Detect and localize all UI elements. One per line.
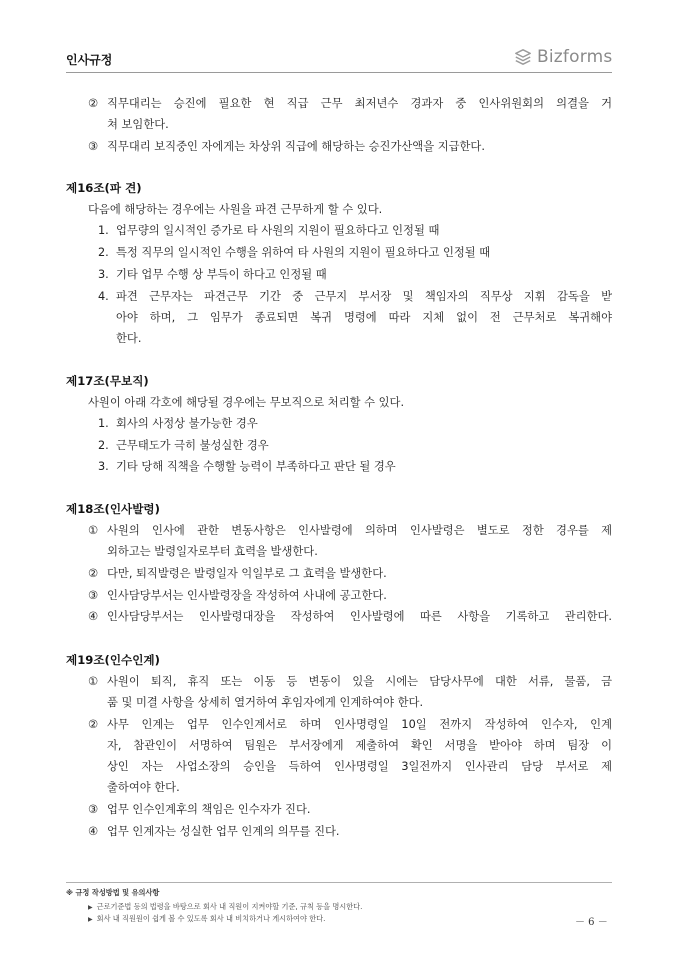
item-text: 품 및 미결 사항을 상세히 열거하여 후임자에게 인계하여야 한다. bbox=[107, 696, 424, 709]
item-marker: ③ bbox=[88, 803, 99, 816]
item-text: 아야 하며, 그 임무가 종료되면 복귀 명령에 따라 지체 없이 전 근무처로 복귀해야 bbox=[116, 311, 612, 324]
item-text: 기타 당해 직책을 수행할 능력이 부족하다고 판단 될 경우 bbox=[116, 460, 396, 473]
item-text: 사무 인계는 업무 인수인계서로 하며 인사명령일 10일 전까지 작성하여 인수자, 인계 bbox=[107, 718, 612, 731]
item-text: 직무대리는 승진에 필요한 현 직급 근무 최저년수 경과자 중 인사위원회의 의결을 거 bbox=[107, 97, 612, 110]
bizforms-logo bbox=[514, 46, 612, 68]
item-text: 쳐 보임한다. bbox=[107, 118, 169, 131]
item-text: 파견 근무자는 파견근무 기간 중 근무지 부서장 및 책임자의 직무상 지휘 감독을 받 bbox=[116, 290, 612, 303]
item-text: 다만, 퇴직발령은 발령일자 익일부로 그 효력을 발생한다. bbox=[107, 567, 387, 580]
item-marker: 4. bbox=[98, 290, 109, 303]
item-text: 업무량의 일시적인 증가로 타 사원의 지원이 필요하다고 인정될 때 bbox=[116, 224, 440, 237]
item-marker: ② bbox=[88, 567, 99, 580]
item-text: 인사담당부서는 인사발령대장을 작성하여 인사발령에 따른 사항을 기록하고 관리한다. bbox=[107, 610, 612, 623]
item-marker: 1. bbox=[98, 224, 109, 237]
item-marker: ④ bbox=[88, 825, 99, 838]
note-item bbox=[88, 914, 325, 924]
article-intro: 다음에 해당하는 경우에는 사원을 파견 근무하게 할 수 있다. bbox=[88, 203, 383, 216]
item-text: 출하여야 한다. bbox=[107, 781, 180, 794]
triangle-bullet-icon: ▶ bbox=[88, 904, 93, 911]
item-marker: ③ bbox=[88, 140, 99, 153]
item-marker: ① bbox=[88, 675, 99, 688]
note-text: 근로기준법 등의 법령을 바탕으로 회사 내 직원이 지켜야할 기준, 규칙 등을 명시한다. bbox=[96, 902, 363, 911]
item-marker: ② bbox=[88, 718, 99, 731]
document-title: 인사규정 bbox=[66, 53, 113, 67]
item-marker: 3. bbox=[98, 268, 109, 281]
item-marker: 1. bbox=[98, 417, 109, 430]
item-marker: ④ bbox=[88, 610, 99, 623]
article-intro: 사원이 아래 각호에 해당될 경우에는 무보직으로 처리할 수 있다. bbox=[88, 396, 405, 409]
article-heading: 제17조(무보직) bbox=[66, 374, 149, 388]
item-text: 직무대리 보직중인 자에게는 차상위 직급에 해당하는 승진가산액을 지급한다. bbox=[107, 140, 485, 153]
item-text: 사원의 인사에 관한 변동사항은 인사발령에 의하며 인사발령은 별도로 정한 경우를 제 bbox=[107, 524, 612, 537]
item-marker: 3. bbox=[98, 460, 109, 473]
item-marker: 2. bbox=[98, 246, 109, 259]
item-marker: ① bbox=[88, 524, 99, 537]
header-divider bbox=[66, 72, 612, 73]
item-text: 특정 직무의 일시적인 수행을 위하여 타 사원의 지원이 필요하다고 인정될 때 bbox=[116, 246, 491, 259]
item-marker: ③ bbox=[88, 589, 99, 602]
item-text: 근무태도가 극히 불성실한 경우 bbox=[116, 439, 269, 452]
note-title: ※ 규정 작성방법 및 유의사항 bbox=[66, 888, 160, 897]
note-item bbox=[88, 902, 362, 912]
article-heading: 제19조(인수인계) bbox=[66, 653, 160, 667]
item-text: 상인 자는 사업소장의 승인을 득하여 인사명령일 3일전까지 인사관리 담당 부서로 제 bbox=[107, 760, 612, 773]
note-text: 회사 내 직원원이 쉽게 볼 수 있도록 회사 내 비치하거나 게시하여야 한다. bbox=[96, 914, 326, 923]
item-text: 사원이 퇴직, 휴직 또는 이동 등 변동이 있을 시에는 담당사무에 대한 서류, 물품, 금 bbox=[107, 675, 612, 688]
item-text: 외하고는 발령일자로부터 효력을 발생한다. bbox=[107, 545, 318, 558]
item-text: 인사담당부서는 인사발령장을 작성하여 사내에 공고한다. bbox=[107, 589, 387, 602]
item-text: 한다. bbox=[116, 332, 142, 345]
item-marker: ② bbox=[88, 97, 99, 110]
item-text: 자, 참관인이 서명하여 팀원은 부서장에게 제출하여 확인 서명을 받아야 하며 팀장 이 bbox=[107, 739, 612, 752]
item-text: 회사의 사정상 불가능한 경우 bbox=[116, 417, 258, 430]
footer-divider bbox=[66, 882, 612, 883]
article-heading: 제18조(인사발령) bbox=[66, 502, 160, 516]
item-text: 업무 인수인계후의 책임은 인수자가 진다. bbox=[107, 803, 311, 816]
article-heading: 제16조(파 견) bbox=[66, 181, 142, 195]
item-marker: 2. bbox=[98, 439, 109, 452]
logo-text: Bizforms bbox=[537, 47, 613, 67]
stacked-layers-icon bbox=[514, 48, 532, 66]
item-text: 업무 인계자는 성실한 업무 인계의 의무를 진다. bbox=[107, 825, 340, 838]
page-number: － 6 － bbox=[575, 917, 608, 928]
item-text: 기타 업무 수행 상 부득이 하다고 인정될 때 bbox=[116, 268, 327, 281]
triangle-bullet-icon: ▶ bbox=[88, 916, 93, 923]
